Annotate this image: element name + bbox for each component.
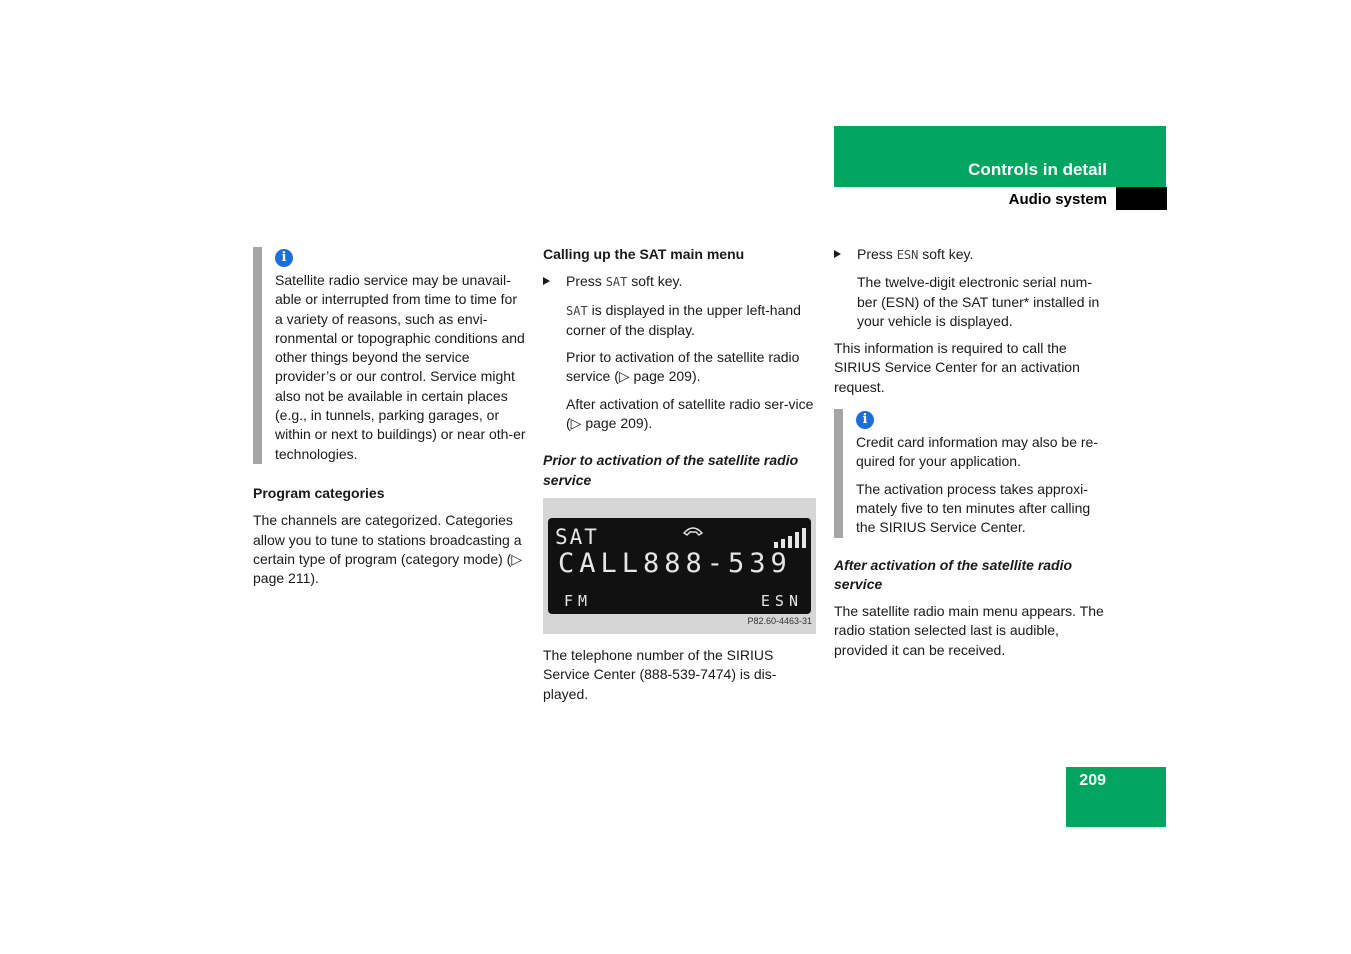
step-text: Press xyxy=(566,273,606,290)
esn-text: The twelve-digit electronic serial num-ber (ESN) of the SAT tuner* installed in your vehicle is displayed. xyxy=(857,274,1100,329)
column-1 xyxy=(253,247,527,596)
display-line-sat: SAT xyxy=(555,524,599,549)
section-tab-marker xyxy=(1116,187,1167,210)
info-bar xyxy=(834,409,843,537)
paragraph-text: is displayed in the upper left-hand corner of the display. xyxy=(566,301,801,338)
info-text: Satellite radio service may be unavail-able or interrupted from time to time for a variety of reasons, such as envi-ronmental or topographic conditions and other things beyond the service provider’s or our control. Service might also not be available in certain places (e.g., in tunnels, parking garages, or within or next to buildings) or near oth-er technologies. xyxy=(275,272,526,462)
section-title: Controls in detail xyxy=(968,160,1107,179)
sat-key-label: SAT xyxy=(566,303,588,318)
after-activation-text: The satellite radio main menu appears. The radio station selected last is audible, provided it can be received. xyxy=(834,603,1104,658)
subsection-title: Audio system xyxy=(1008,191,1107,208)
radio-display-screen xyxy=(548,518,811,614)
info-text-activation: The activation process takes approxi-mately five to ten minutes after calling the SIRIUS Service Center. xyxy=(856,480,1091,536)
display-softkey-fm: FM xyxy=(564,591,593,610)
esn-key-label: ESN xyxy=(896,248,919,262)
sat-displayed-text xyxy=(543,301,816,341)
display-line-call: CALL888-539 xyxy=(558,547,792,579)
display-softkey-esn: ESN xyxy=(760,591,803,610)
sat-key-label: SAT xyxy=(605,275,628,290)
info-bar xyxy=(253,247,262,464)
info-text-credit: Credit card information may also be re-quired for your application. xyxy=(856,434,1098,470)
info-note xyxy=(834,409,1108,537)
required-info-text: This information is required to call the SIRIUS Service Center for an activation request. xyxy=(834,340,1080,395)
step-text: soft key. xyxy=(918,246,974,262)
step-press-sat xyxy=(543,272,816,292)
prior-activation-heading: Prior to activation of the satellite radio service xyxy=(543,452,799,488)
info-icon: i xyxy=(856,411,874,429)
figure-id: P82.60-4463-31 xyxy=(747,615,812,626)
signal-strength-icon xyxy=(774,528,810,548)
step-text: soft key. xyxy=(627,273,683,290)
step-text: Press xyxy=(857,246,897,262)
sat-menu-heading: Calling up the SAT main menu xyxy=(543,246,745,262)
after-activation-ref: After activation of satellite radio ser-vice (▷ page 209). xyxy=(566,395,814,432)
bullet-triangle-icon xyxy=(543,277,550,285)
program-categories-heading: Program categories xyxy=(253,484,385,501)
page-number: 209 xyxy=(1079,772,1106,789)
radio-display-figure xyxy=(543,498,816,634)
display-caption: The telephone number of the SIRIUS Service Center (888-539-7474) is dis-played. xyxy=(543,646,777,702)
info-icon: i xyxy=(275,249,293,267)
info-note xyxy=(253,247,527,464)
column-3 xyxy=(834,245,1108,668)
prior-activation-ref: Prior to activation of the satellite radio service (▷ page 209). xyxy=(566,349,800,385)
phone-icon xyxy=(682,525,704,537)
after-activation-heading: After activation of the satellite radio service xyxy=(834,556,1073,592)
column-2 xyxy=(543,245,816,712)
bullet-triangle-icon xyxy=(834,250,841,258)
program-categories-text: The channels are categorized. Categories allow you to tune to stations broadcasting a certain type of program (category mode) (▷ page 211). xyxy=(253,512,523,587)
step-press-esn xyxy=(834,245,1108,265)
